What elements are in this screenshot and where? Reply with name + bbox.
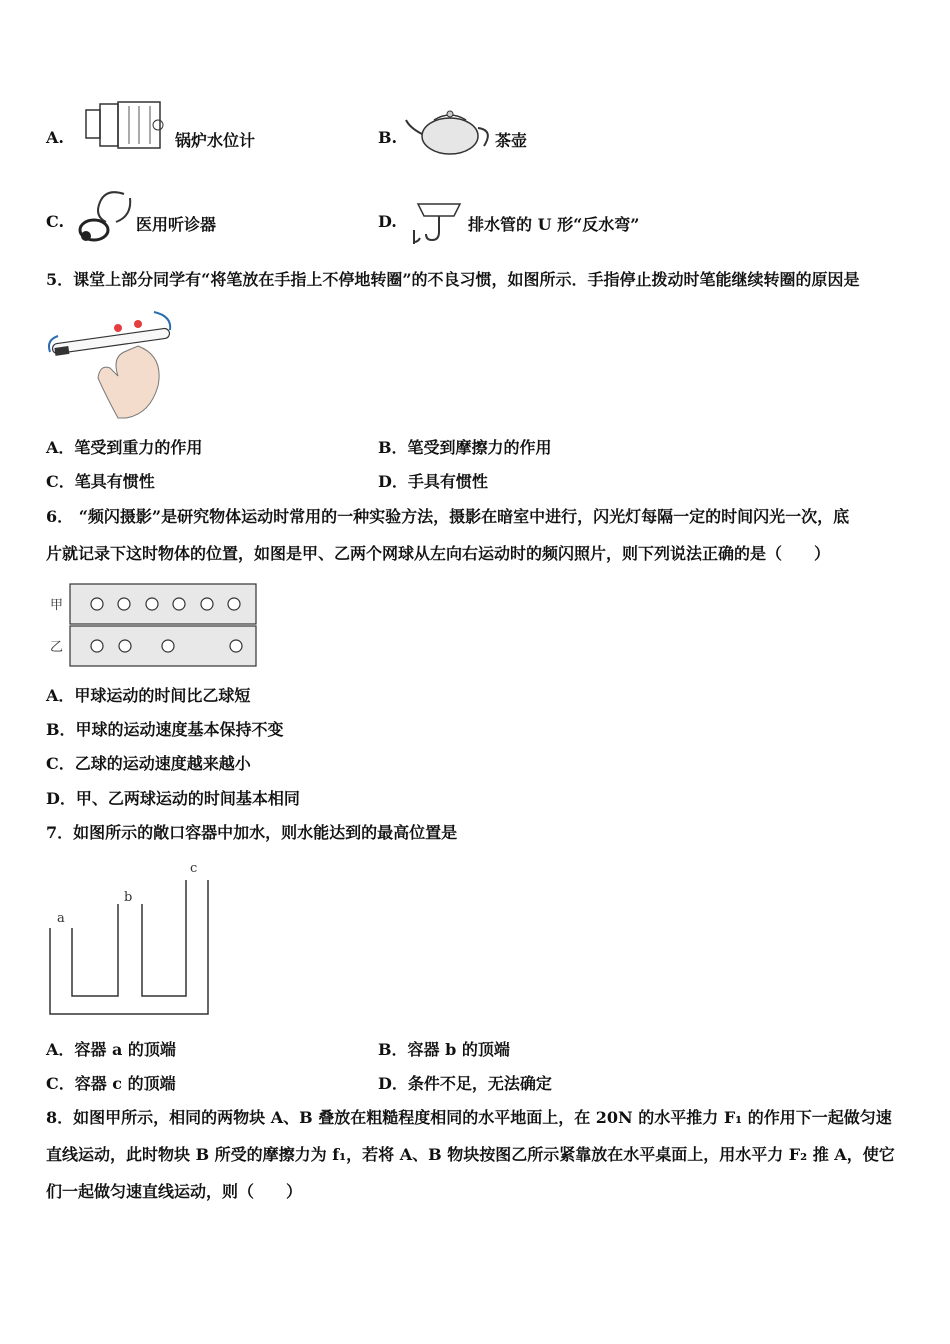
q4-option-b-letter[interactable]: B. bbox=[378, 128, 398, 147]
q7-option-a[interactable]: A．容器 a 的顶端 bbox=[46, 1040, 176, 1059]
ball bbox=[118, 598, 130, 610]
row1-label: 甲 bbox=[50, 598, 64, 613]
q6-option-a[interactable]: A．甲球运动的时间比乙球短 bbox=[46, 686, 251, 705]
label-b: b bbox=[124, 890, 133, 905]
q8-stem-line3: 们一起做匀速直线运动，则（ ） bbox=[46, 1182, 303, 1201]
strobe-photo-figure bbox=[46, 582, 258, 670]
sink-trap-icon bbox=[408, 198, 466, 246]
q7-option-c[interactable]: C．容器 c 的顶端 bbox=[46, 1074, 176, 1093]
q4-option-b-text: 茶壶 bbox=[495, 131, 528, 150]
q5-option-b[interactable]: B．笔受到摩擦力的作用 bbox=[378, 438, 552, 457]
q4-option-c-text: 医用听诊器 bbox=[136, 215, 217, 234]
ball bbox=[173, 598, 185, 610]
pen-spinning-figure bbox=[46, 306, 176, 422]
q5-stem: 5．课堂上部分同学有“将笔放在手指上不停地转圈”的不良习惯，如图所示．手指停止拨动时笔能继续转圈的原因是 bbox=[46, 270, 860, 289]
label-c: c bbox=[190, 861, 198, 876]
ball bbox=[119, 640, 131, 652]
q6-option-c[interactable]: C．乙球的运动速度越来越小 bbox=[46, 754, 251, 773]
q6-option-b[interactable]: B．甲球的运动速度基本保持不变 bbox=[46, 720, 284, 739]
q5-option-a[interactable]: A．笔受到重力的作用 bbox=[46, 438, 203, 457]
q4-option-a-text: 锅炉水位计 bbox=[175, 131, 256, 150]
row2-label: 乙 bbox=[50, 640, 64, 655]
ball bbox=[162, 640, 174, 652]
q7-option-d[interactable]: D．条件不足，无法确定 bbox=[378, 1074, 552, 1093]
q4-option-c-letter[interactable]: C. bbox=[46, 212, 65, 231]
q8-stem-line2: 直线运动，此时物块 B 所受的摩擦力为 f₁，若将 A、B 物块按图乙所示紧靠放在水平桌面上，用水平力 F₂ 推 A，使它 bbox=[46, 1145, 895, 1164]
stethoscope-icon bbox=[76, 188, 136, 244]
q6-option-d[interactable]: D．甲、乙两球运动的时间基本相同 bbox=[46, 789, 300, 808]
q4-option-a-letter[interactable]: A. bbox=[46, 128, 64, 147]
q5-option-c[interactable]: C．笔具有惯性 bbox=[46, 472, 155, 491]
ball bbox=[91, 598, 103, 610]
q8-stem-line1: 8．如图甲所示，相同的两物块 A、B 叠放在粗糙程度相同的水平地面上，在 20N 的水平推力 F₁ 的作用下一起做匀速 bbox=[46, 1108, 892, 1127]
q6-stem-line1: 6． “频闪摄影”是研究物体运动时常用的一种实验方法，摄影在暗室中进行，闪光灯每隔一定的时间闪光一次，底 bbox=[46, 507, 850, 526]
ball bbox=[230, 640, 242, 652]
q7-stem: 7．如图所示的敞口容器中加水，则水能达到的最高位置是 bbox=[46, 823, 458, 842]
boiler-gauge-icon bbox=[84, 100, 170, 152]
label-a: a bbox=[57, 911, 65, 926]
ball bbox=[91, 640, 103, 652]
q6-stem-line2: 片就记录下这时物体的位置，如图是甲、乙两个网球从左向右运动时的频闪照片，则下列说法正确的是（ ） bbox=[46, 544, 831, 563]
ball bbox=[146, 598, 158, 610]
q4-option-d-letter[interactable]: D. bbox=[378, 212, 397, 231]
open-container-figure bbox=[46, 856, 216, 1020]
teapot-icon bbox=[404, 106, 496, 156]
ball bbox=[201, 598, 213, 610]
q5-option-d[interactable]: D．手具有惯性 bbox=[378, 472, 488, 491]
q4-option-d-text: 排水管的 U 形“反水弯” bbox=[468, 215, 640, 234]
ball bbox=[228, 598, 240, 610]
q7-option-b[interactable]: B．容器 b 的顶端 bbox=[378, 1040, 510, 1059]
